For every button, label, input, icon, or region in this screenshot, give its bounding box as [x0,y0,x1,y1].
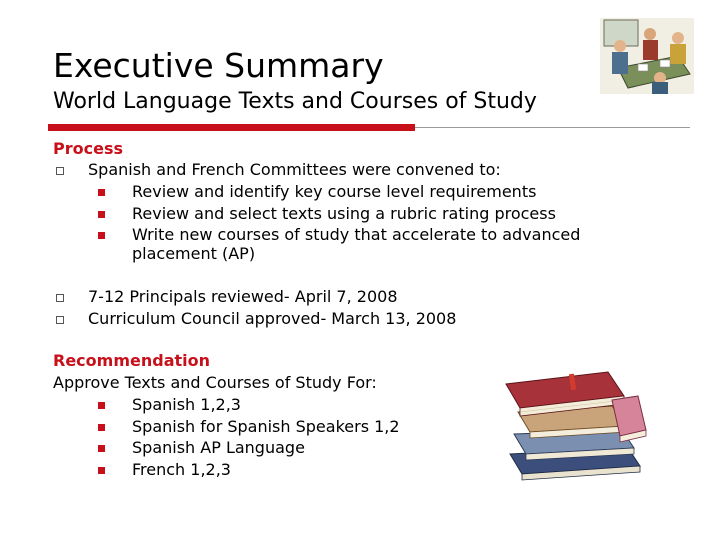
task-item-continued: placement (AP) [132,244,256,263]
course-item: Spanish 1,2,3 [132,395,241,414]
meeting-clipart-icon [598,16,696,96]
books-clipart-icon [500,366,650,482]
red-square-bullet-icon [98,189,105,196]
hollow-square-bullet-icon [56,316,64,324]
course-item: Spanish AP Language [132,438,305,457]
recommendation-heading: Recommendation [53,351,210,370]
task-item: Review and select texts using a rubric rating process [132,204,556,223]
course-item: Spanish for Spanish Speakers 1,2 [132,417,400,436]
red-square-bullet-icon [98,424,105,431]
approval-item: Curriculum Council approved- March 13, 2008 [88,309,457,328]
recommendation-intro: Approve Texts and Courses of Study For: [53,373,377,392]
red-square-bullet-icon [98,467,105,474]
process-heading: Process [53,139,123,158]
title-rule-red [48,124,415,131]
red-square-bullet-icon [98,232,105,239]
task-item: Review and identify key course level requirements [132,182,537,201]
hollow-square-bullet-icon [56,294,64,302]
committees-intro: Spanish and French Committees were convened to: [88,160,501,179]
task-item: Write new courses of study that accelerate to advanced [132,225,581,244]
approval-item: 7-12 Principals reviewed- April 7, 2008 [88,287,398,306]
hollow-square-bullet-icon [56,167,64,175]
red-square-bullet-icon [98,211,105,218]
red-square-bullet-icon [98,402,105,409]
red-square-bullet-icon [98,445,105,452]
course-item: French 1,2,3 [132,460,231,479]
slide-subtitle: World Language Texts and Courses of Study [53,89,537,114]
title-rule-gray [415,127,690,128]
slide-title: Executive Summary [53,46,384,85]
